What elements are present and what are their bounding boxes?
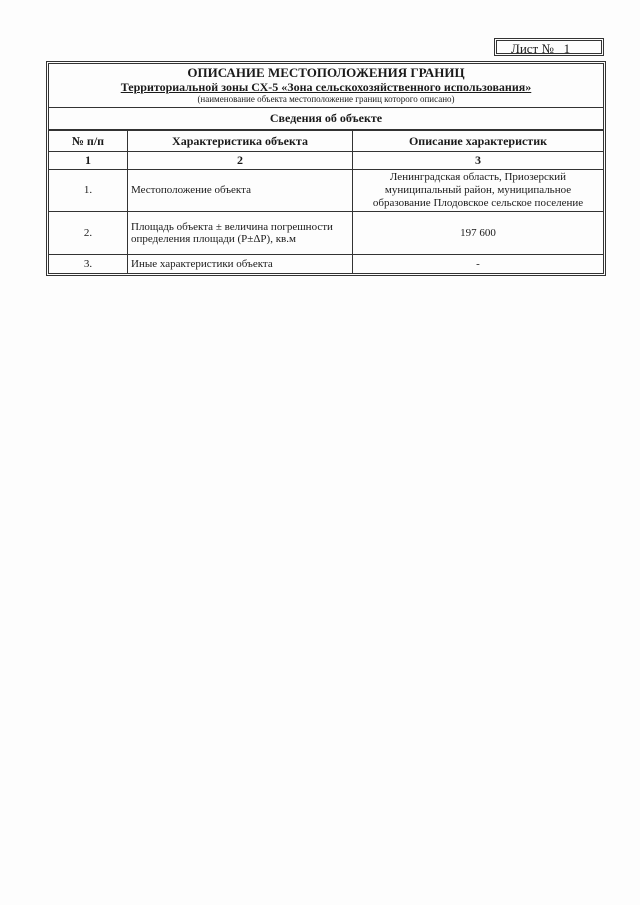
column-header-number: № п/п <box>49 131 128 152</box>
column-number-row <box>49 152 603 170</box>
table-row <box>49 170 603 212</box>
row-number: 2. <box>49 212 128 255</box>
row-characteristic: Площадь объекта ± величина погрешности определения площади (Р±ΔР), кв.м <box>128 212 353 255</box>
object-name-caption: (наименование объекта местоположение границ которого описано) <box>197 94 455 104</box>
column-header-characteristic: Характеристика объекта <box>128 131 353 152</box>
row-number: 3. <box>49 255 128 274</box>
object-name: Территориальной зоны СХ-5 «Зона сельскохозяйственного использования» <box>120 80 532 94</box>
form-header <box>49 64 603 108</box>
row-description: Ленинградская область, Приозерский муниципальный район, муниципальное образование Плодовское сельское поселение <box>353 170 604 212</box>
row-description: - <box>353 255 604 274</box>
sheet-number: 1 <box>563 41 571 56</box>
sheet-number-box <box>494 38 604 56</box>
column-number: 3 <box>353 152 604 170</box>
form-title: ОПИСАНИЕ МЕСТОПОЛОЖЕНИЯ ГРАНИЦ <box>187 65 465 80</box>
row-characteristic: Иные характеристики объекта <box>128 255 353 274</box>
table-header-row <box>49 131 603 152</box>
row-characteristic: Местоположение объекта <box>128 170 353 212</box>
section-title: Сведения об объекте <box>49 108 603 130</box>
table-row <box>49 255 603 274</box>
sheet-label: Лист № <box>511 41 554 56</box>
row-description: 197 600 <box>353 212 604 255</box>
table-row <box>49 212 603 255</box>
column-header-description: Описание характеристик <box>353 131 604 152</box>
object-info-table <box>49 130 603 273</box>
column-number: 2 <box>128 152 353 170</box>
column-number: 1 <box>49 152 128 170</box>
description-form <box>46 61 606 276</box>
row-number: 1. <box>49 170 128 212</box>
